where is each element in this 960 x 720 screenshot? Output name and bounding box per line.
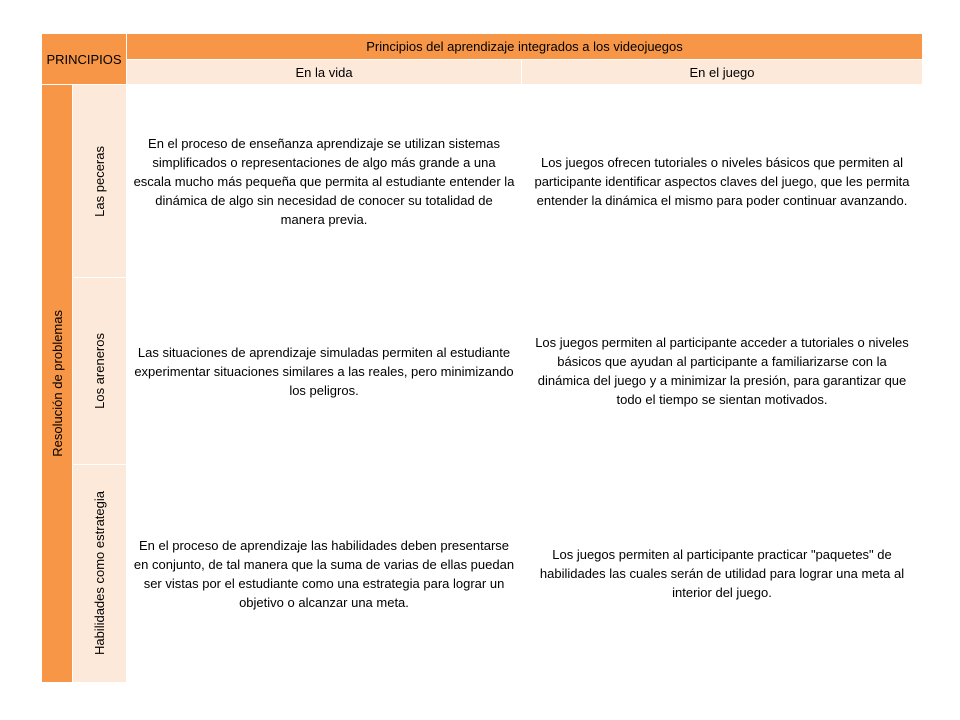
cell-game: Los juegos ofrecen tutoriales o niveles básicos que permiten al participante identificar aspectos claves del juego, que les permita entender la dinámica el mismo para poder continuar avanzando. [522,85,922,277]
corner-header: PRINCIPIOS [42,34,126,84]
table-title: Principios del aprendizaje integrados a los videojuegos [127,34,922,59]
cell-life: En el proceso de aprendizaje las habilidades deben presentarse en conjunto, de tal manera que la suma de varias de ellas puedan ser vistas por el estudiante como una estrategia para lograr un objetivo o alcanzar una meta. [127,465,521,682]
row-label-cell [73,465,126,682]
row-label: Los areneros [92,333,107,409]
cell-life: En el proceso de enseñanza aprendizaje se utilizan sistemas simplificados o representaciones de algo más grande a una escala mucho más pequeña que permita al estudiante entender la dinámica de algo sin necesidad de conocer su totalidad de manera previa. [127,85,521,277]
row-label: Habilidades como estrategia [92,491,107,656]
column-header-life: En la vida [127,60,521,84]
cell-game: Los juegos permiten al participante acceder a tutoriales o niveles básicos que ayudan al participante a familiarizarse con la dinámica del juego y a minimizar la presión, para garantizar que todo el tiempo se sientan motivados. [522,278,922,464]
column-header-game: En el juego [522,60,922,84]
group-label: Resolución de problemas [49,310,65,457]
row-label-cell [73,85,126,277]
cell-game: Los juegos permiten al participante practicar "paquetes" de habilidades las cuales serán de utilidad para lograr una meta al interior del juego. [522,465,922,682]
principles-table [42,34,922,682]
group-label-cell [42,85,72,682]
row-label-cell [73,278,126,464]
row-label: Las peceras [92,145,107,217]
cell-life: Las situaciones de aprendizaje simuladas permiten al estudiante experimentar situaciones similares a las reales, pero minimizando los peligros. [127,278,521,464]
